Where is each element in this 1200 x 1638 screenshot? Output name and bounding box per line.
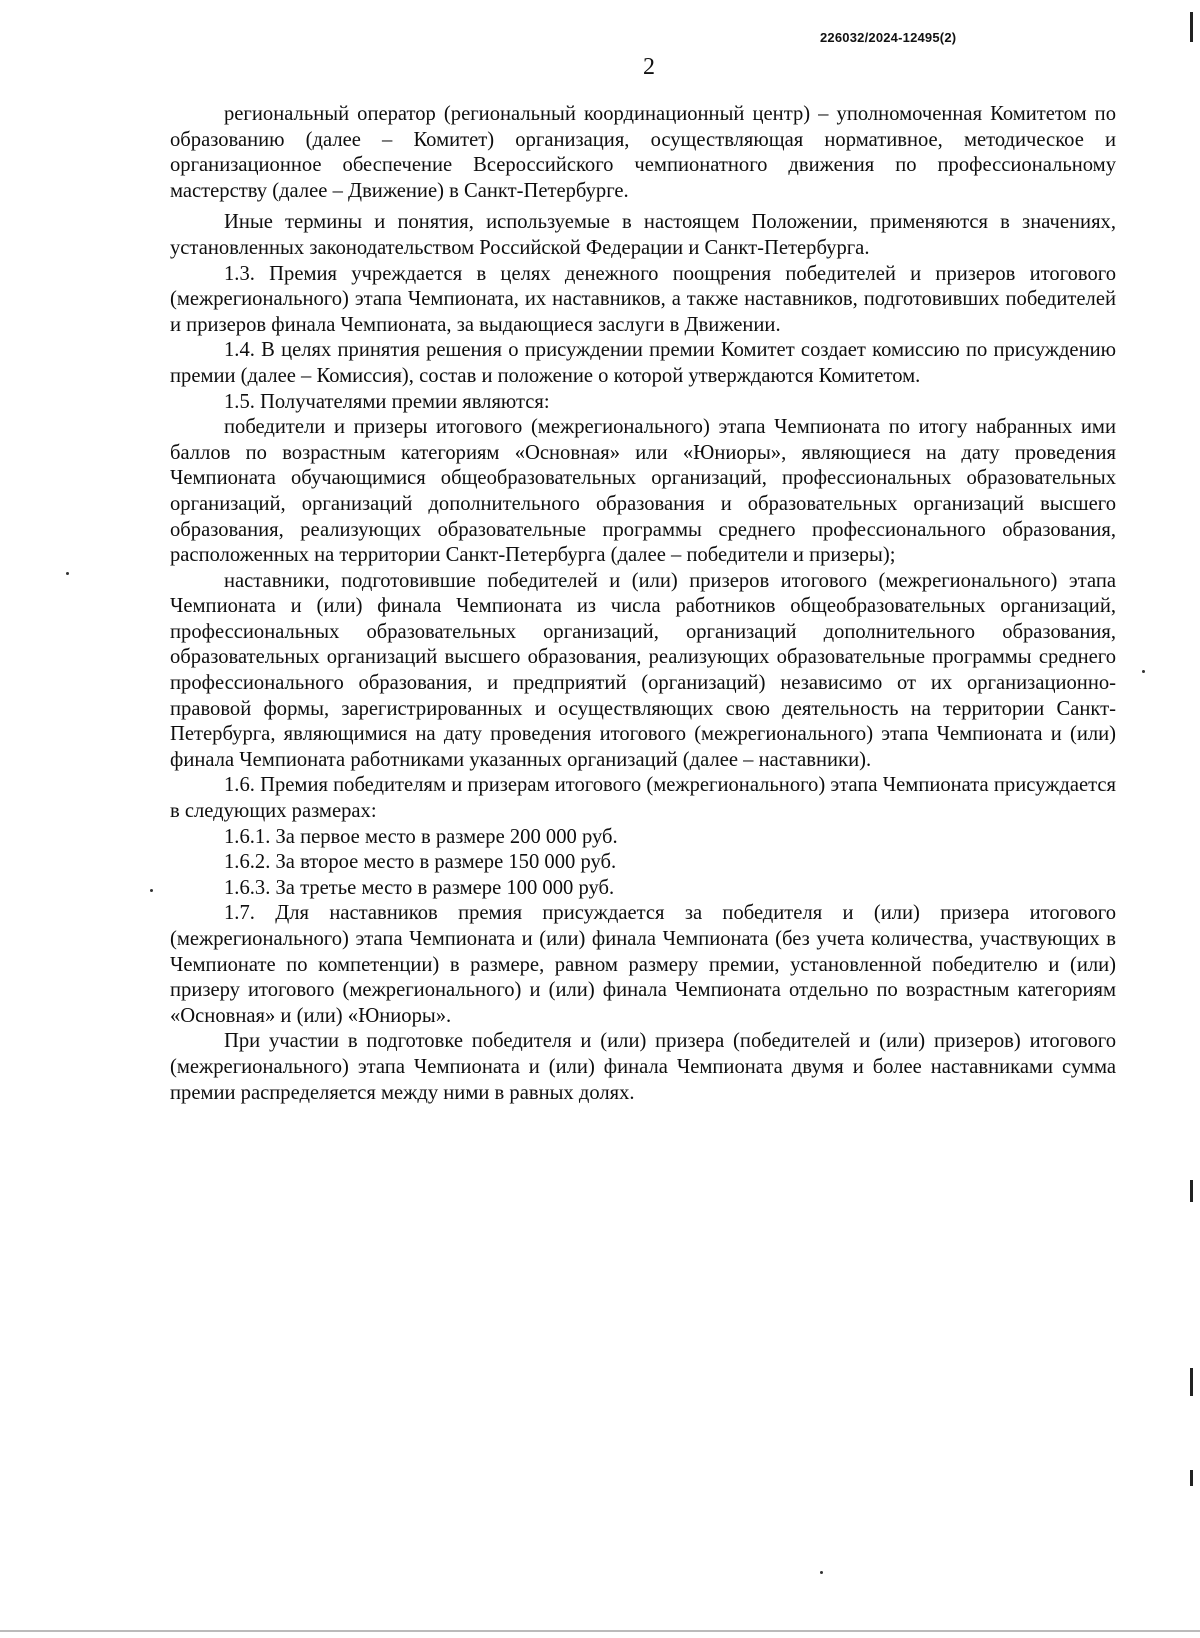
paragraph-1-7: 1.7. Для наставников премия присуждается за победителя и (или) призера итогового (межрегионального) этапа Чемпионата и (или) финала Чемпионата (без учета количества, участвующих в Чемпионате по компетенции) в размере, равном размеру премии, установленной победителю и (или) призеру итогового (межрегионального) и (или) финала Чемпионата отдельно по возрастным категориям «Основная» и (или) «Юниоры». xyxy=(170,902,1116,1027)
scan-edge-mark xyxy=(1190,12,1193,42)
scan-edge-mark xyxy=(1190,1180,1193,1202)
paragraph-mentor-sharing: При участии в подготовке победителя и (или) призера (победителей и (или) призеров) итогового (межрегионального) этапа Чемпионата и (или) финала Чемпионата двумя и более наставниками сумма премии распределяется между ними в равных долях. xyxy=(170,1030,1116,1104)
paragraph-1-4: 1.4. В целях принятия решения о присуждении премии Комитет создает комиссию по присуждению премии (далее – Комиссия), состав и положение о которой утверждаются Комитетом. xyxy=(170,339,1116,387)
paragraph-1-6: 1.6. Премия победителям и призерам итогового (межрегионального) этапа Чемпионата присуждается в следующих размерах: xyxy=(170,774,1116,823)
paragraph-regional-operator: региональный оператор (региональный координационный центр) – уполномоченная Комитетом по образованию (далее – Комитет) организация, осуществляющая нормативное, методическое и организационное обеспечение Всероссийского чемпионатного движения по профессиональному мастерству (далее – Движение) в Санкт-Петербурге. xyxy=(170,103,1116,202)
paragraph-mentors: наставники, подготовившие победителей и (или) призеров итогового (межрегионального) этапа Чемпионата и (или) финала Чемпионата из числа работников общеобразовательных организаций, профессиональных образовательных организаций, организаций дополнительного образования, образовательных организаций высшего образования, реализующих образовательные программы среднего профессионального образования, и предприятий (организаций) независимо от их организационно-правовой формы, зарегистрированных и осуществляющих свою деятельность на территории Санкт-Петербурга, являющимися на дату проведения итогового (межрегионального) этапа Чемпионата и (или) финала Чемпионата работниками указанных организаций (далее – наставники). xyxy=(170,569,1116,771)
page-number: 2 xyxy=(643,54,655,80)
document-body xyxy=(170,102,1116,1106)
scan-speck xyxy=(66,572,69,575)
scan-speck xyxy=(150,889,153,892)
document-id: 226032/2024-12495(2) xyxy=(820,30,957,45)
paragraph-1-6-1: 1.6.1. За первое место в размере 200 000 руб. xyxy=(224,825,618,848)
paragraph-winners-prizewinners: победители и призеры итогового (межрегионального) этапа Чемпионата по итогу набранных ими баллов по возрастным категориям «Основная» или «Юниоры», являющиеся на дату проведения Чемпионата обучающимися общеобразовательных организаций, профессиональных образовательных организаций, организаций дополнительного образования и образовательных организаций высшего образования, реализующих образовательные программы среднего профессионального образования, расположенных на территории Санкт-Петербурга (далее – победители и призеры); xyxy=(170,416,1116,567)
paragraph-other-terms: Иные термины и понятия, используемые в настоящем Положении, применяются в значениях, установленных законодательством Российской Федерации и Санкт-Петербурга. xyxy=(170,211,1116,259)
scan-bottom-edge xyxy=(0,1630,1200,1632)
paragraph-1-6-2: 1.6.2. За второе место в размере 150 000 руб. xyxy=(224,851,617,874)
scan-edge-mark xyxy=(1190,1470,1193,1486)
paragraph-1-5: 1.5. Получателями премии являются: xyxy=(224,390,550,413)
paragraph-1-6-3: 1.6.3. За третье место в размере 100 000 руб. xyxy=(224,876,615,899)
paragraph-1-3: 1.3. Премия учреждается в целях денежного поощрения победителей и призеров итогового (межрегионального) этапа Чемпионата, их наставников, а также наставников, подготовивших победителей и призеров финала Чемпионата, за выдающиеся заслуги в Движении. xyxy=(170,262,1116,336)
scan-speck xyxy=(1142,670,1145,673)
scan-edge-mark xyxy=(1190,1368,1193,1396)
scan-speck xyxy=(820,1571,823,1574)
